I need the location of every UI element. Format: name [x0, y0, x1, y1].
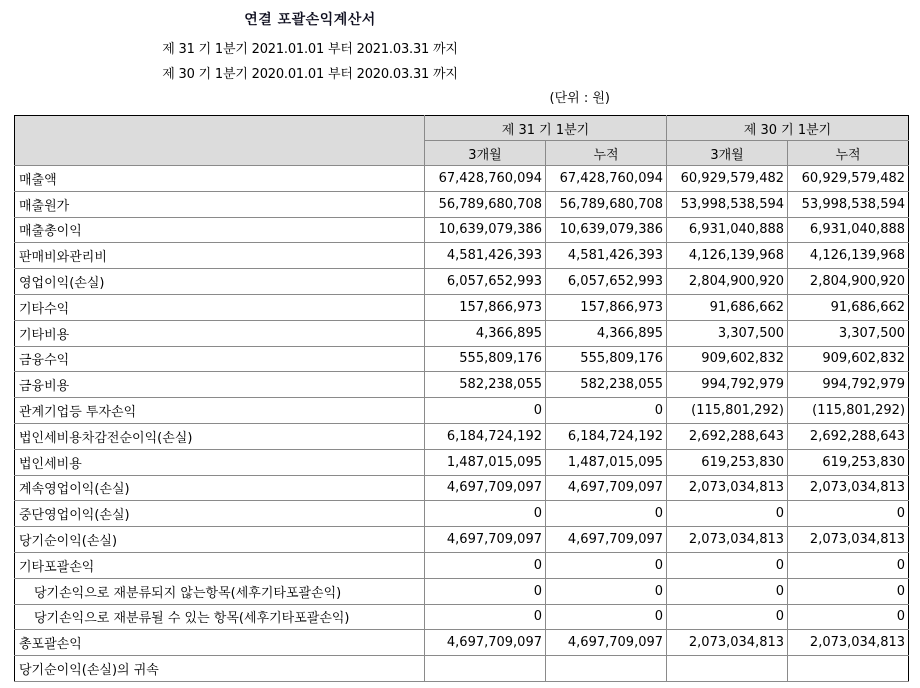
value-current-3months: 0 — [425, 501, 546, 527]
value-current-cumulative: 0 — [546, 501, 667, 527]
value-prior-3months: 91,686,662 — [667, 294, 788, 320]
value-current-cumulative: 0 — [546, 578, 667, 604]
table-row — [15, 578, 909, 604]
table-row — [15, 166, 909, 192]
value-current-3months — [425, 656, 546, 682]
value-prior-cumulative: 2,804,900,920 — [788, 269, 909, 295]
row-label: 기타비용 — [15, 320, 425, 346]
value-current-3months: 67,428,760,094 — [425, 166, 546, 192]
value-prior-3months: 2,692,288,643 — [667, 423, 788, 449]
header-group-current: 제 31 기 1분기 — [425, 116, 667, 141]
value-current-cumulative: 0 — [546, 398, 667, 424]
value-current-3months: 4,697,709,097 — [425, 527, 546, 553]
table-row — [15, 372, 909, 398]
value-prior-3months: 2,073,034,813 — [667, 630, 788, 656]
table-row — [15, 656, 909, 682]
header-group-prior: 제 30 기 1분기 — [667, 116, 909, 141]
value-prior-3months: 2,073,034,813 — [667, 475, 788, 501]
value-current-cumulative: 4,697,709,097 — [546, 630, 667, 656]
row-label: 매출액 — [15, 166, 425, 192]
value-prior-cumulative: 2,073,034,813 — [788, 630, 909, 656]
row-label: 법인세비용 — [15, 449, 425, 475]
value-current-cumulative: 1,487,015,095 — [546, 449, 667, 475]
row-label: 판매비와관리비 — [15, 243, 425, 269]
document-title: 연결 포괄손익계산서 — [244, 12, 376, 28]
table-row — [15, 243, 909, 269]
value-prior-cumulative: 994,792,979 — [788, 372, 909, 398]
current-period: 제 31 기 1분기 2021.01.01 부터 2021.03.31 까지 — [162, 42, 458, 57]
value-current-cumulative: 4,697,709,097 — [546, 475, 667, 501]
row-label: 당기손익으로 재분류되지 않는항목(세후기타포괄손익) — [15, 578, 425, 604]
row-label: 기타포괄손익 — [15, 552, 425, 578]
value-current-3months: 6,184,724,192 — [425, 423, 546, 449]
value-prior-cumulative: 60,929,579,482 — [788, 166, 909, 192]
value-current-cumulative: 10,639,079,386 — [546, 217, 667, 243]
value-current-cumulative: 4,581,426,393 — [546, 243, 667, 269]
row-label: 매출원가 — [15, 191, 425, 217]
table-body — [15, 166, 909, 682]
value-prior-cumulative: 909,602,832 — [788, 346, 909, 372]
value-current-3months: 4,697,709,097 — [425, 630, 546, 656]
value-prior-cumulative: 0 — [788, 604, 909, 630]
value-prior-3months: 53,998,538,594 — [667, 191, 788, 217]
table-row — [15, 449, 909, 475]
value-current-cumulative: 6,057,652,993 — [546, 269, 667, 295]
value-prior-3months: 0 — [667, 552, 788, 578]
table-row — [15, 475, 909, 501]
header-prior-cumulative: 누적 — [788, 141, 909, 166]
value-prior-cumulative: (115,801,292) — [788, 398, 909, 424]
value-prior-3months: 2,073,034,813 — [667, 527, 788, 553]
value-prior-cumulative: 2,073,034,813 — [788, 475, 909, 501]
value-prior-cumulative: 2,073,034,813 — [788, 527, 909, 553]
row-label: 금융수익 — [15, 346, 425, 372]
value-prior-3months: 6,931,040,888 — [667, 217, 788, 243]
row-label: 계속영업이익(손실) — [15, 475, 425, 501]
table-row — [15, 269, 909, 295]
table-row — [15, 630, 909, 656]
value-current-3months: 0 — [425, 552, 546, 578]
table-row — [15, 527, 909, 553]
value-current-3months: 0 — [425, 604, 546, 630]
row-label: 관계기업등 투자손익 — [15, 398, 425, 424]
value-current-cumulative: 157,866,973 — [546, 294, 667, 320]
value-prior-cumulative — [788, 656, 909, 682]
table-row — [15, 423, 909, 449]
header-account-column — [15, 116, 425, 166]
value-current-3months: 56,789,680,708 — [425, 191, 546, 217]
row-label: 총포괄손익 — [15, 630, 425, 656]
header-current-3months: 3개월 — [425, 141, 546, 166]
row-label: 중단영업이익(손실) — [15, 501, 425, 527]
value-prior-cumulative: 0 — [788, 552, 909, 578]
row-label: 금융비용 — [15, 372, 425, 398]
value-prior-3months: 2,804,900,920 — [667, 269, 788, 295]
header-current-cumulative: 누적 — [546, 141, 667, 166]
income-statement-table — [14, 115, 909, 682]
value-current-3months: 157,866,973 — [425, 294, 546, 320]
table-row — [15, 346, 909, 372]
table-row — [15, 501, 909, 527]
value-prior-3months: 0 — [667, 604, 788, 630]
value-current-cumulative: 4,697,709,097 — [546, 527, 667, 553]
value-prior-3months: 0 — [667, 501, 788, 527]
unit-label: (단위 : 원) — [549, 91, 610, 106]
value-current-3months: 4,697,709,097 — [425, 475, 546, 501]
table-row — [15, 191, 909, 217]
table-row — [15, 217, 909, 243]
table-row — [15, 604, 909, 630]
header-prior-3months: 3개월 — [667, 141, 788, 166]
value-prior-3months — [667, 656, 788, 682]
value-current-cumulative: 0 — [546, 552, 667, 578]
value-prior-cumulative: 3,307,500 — [788, 320, 909, 346]
value-prior-3months: 0 — [667, 578, 788, 604]
value-current-cumulative: 56,789,680,708 — [546, 191, 667, 217]
table-row — [15, 320, 909, 346]
value-current-cumulative: 4,366,895 — [546, 320, 667, 346]
value-prior-cumulative: 619,253,830 — [788, 449, 909, 475]
value-prior-3months: (115,801,292) — [667, 398, 788, 424]
value-current-3months: 4,581,426,393 — [425, 243, 546, 269]
value-prior-3months: 909,602,832 — [667, 346, 788, 372]
value-prior-cumulative: 4,126,139,968 — [788, 243, 909, 269]
row-label: 영업이익(손실) — [15, 269, 425, 295]
value-current-3months: 10,639,079,386 — [425, 217, 546, 243]
value-current-3months: 4,366,895 — [425, 320, 546, 346]
value-prior-3months: 60,929,579,482 — [667, 166, 788, 192]
value-current-3months: 0 — [425, 578, 546, 604]
row-label: 기타수익 — [15, 294, 425, 320]
prior-period: 제 30 기 1분기 2020.01.01 부터 2020.03.31 까지 — [162, 67, 458, 82]
value-current-cumulative — [546, 656, 667, 682]
value-prior-3months: 4,126,139,968 — [667, 243, 788, 269]
row-label: 당기순이익(손실) — [15, 527, 425, 553]
value-prior-cumulative: 0 — [788, 578, 909, 604]
value-prior-cumulative: 2,692,288,643 — [788, 423, 909, 449]
value-current-3months: 6,057,652,993 — [425, 269, 546, 295]
row-label: 당기손익으로 재분류될 수 있는 항목(세후기타포괄손익) — [15, 604, 425, 630]
row-label: 법인세비용차감전순이익(손실) — [15, 423, 425, 449]
value-prior-3months: 3,307,500 — [667, 320, 788, 346]
value-prior-cumulative: 91,686,662 — [788, 294, 909, 320]
table-row — [15, 294, 909, 320]
value-current-3months: 555,809,176 — [425, 346, 546, 372]
value-prior-cumulative: 6,931,040,888 — [788, 217, 909, 243]
row-label: 매출총이익 — [15, 217, 425, 243]
row-label: 당기순이익(손실)의 귀속 — [15, 656, 425, 682]
value-current-cumulative: 555,809,176 — [546, 346, 667, 372]
table-row — [15, 398, 909, 424]
value-current-3months: 0 — [425, 398, 546, 424]
value-current-cumulative: 6,184,724,192 — [546, 423, 667, 449]
table-row — [15, 552, 909, 578]
value-current-cumulative: 582,238,055 — [546, 372, 667, 398]
value-current-3months: 582,238,055 — [425, 372, 546, 398]
value-prior-3months: 619,253,830 — [667, 449, 788, 475]
value-prior-3months: 994,792,979 — [667, 372, 788, 398]
value-prior-cumulative: 53,998,538,594 — [788, 191, 909, 217]
value-current-3months: 1,487,015,095 — [425, 449, 546, 475]
value-prior-cumulative: 0 — [788, 501, 909, 527]
value-current-cumulative: 0 — [546, 604, 667, 630]
value-current-cumulative: 67,428,760,094 — [546, 166, 667, 192]
